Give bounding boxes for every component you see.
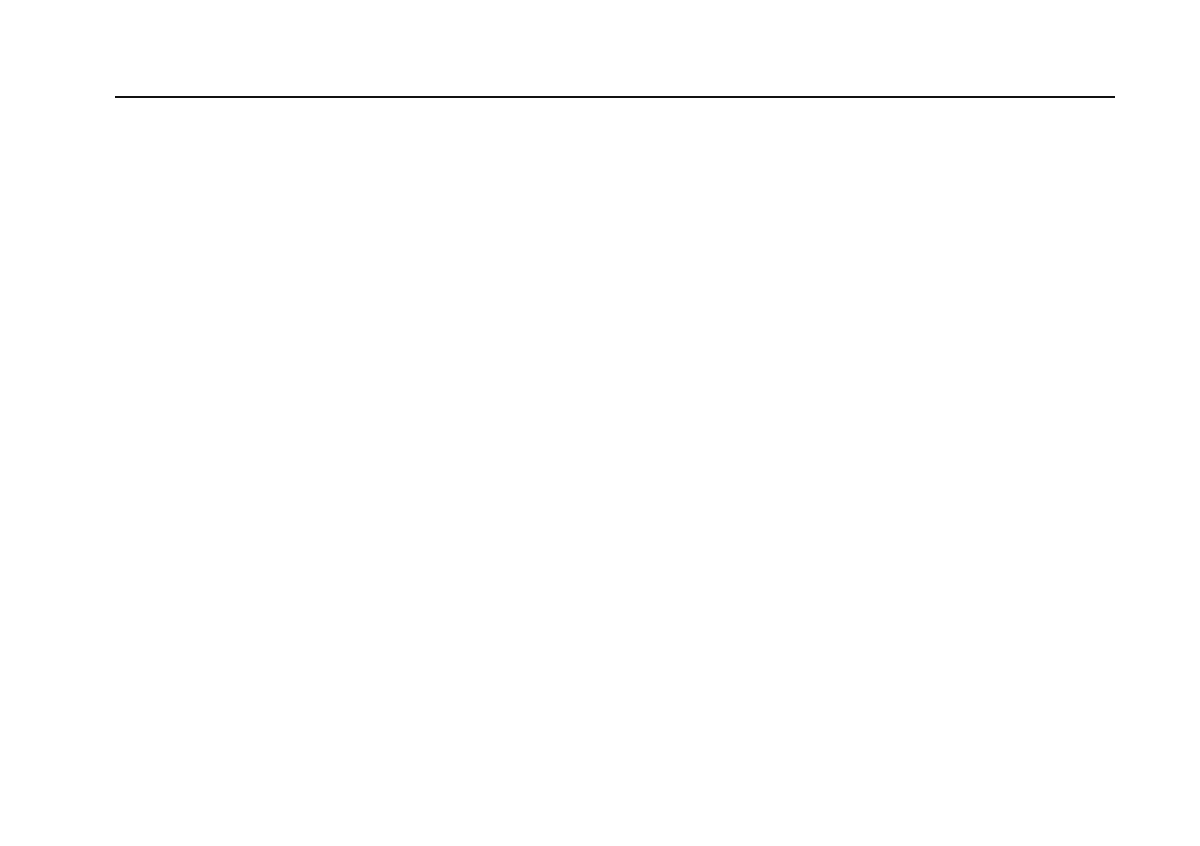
byline xyxy=(115,288,1115,320)
header-rule xyxy=(115,96,1115,98)
